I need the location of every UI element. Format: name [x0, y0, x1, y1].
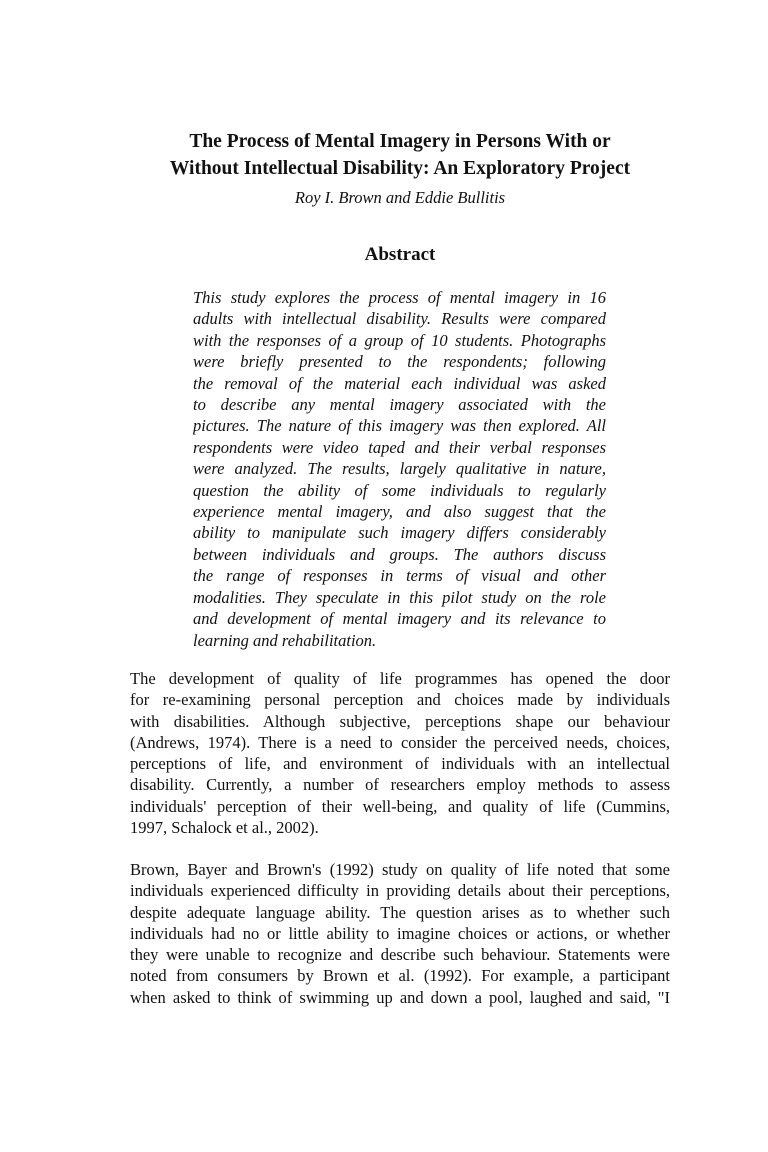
abstract-line: the removal of the material each individual was asked [193, 373, 606, 393]
title-line: The Process of Mental Imagery in Persons With or [189, 131, 611, 152]
abstract-line: the range of responses in terms of visual and other [193, 566, 606, 586]
body-line: individuals' perception of their well-being, and quality of life (Cummins, [130, 796, 670, 816]
abstract-line: to describe any mental imagery associated with the [193, 395, 606, 415]
body-line: when asked to think of swimming up and down a pool, laughed and said, "I [130, 987, 670, 1007]
abstract-line: pictures. The nature of this imagery was then explored. All [193, 416, 606, 436]
body-line: they were unable to recognize and describe such behaviour. Statements were [130, 945, 670, 965]
body-paragraph-1 [130, 668, 670, 838]
body-line: Brown, Bayer and Brown's (1992) study on quality of life noted that some [130, 860, 670, 879]
abstract-line: This study explores the process of mental imagery in 16 [193, 288, 606, 307]
abstract-line: learning and rehabilitation. [193, 630, 377, 650]
abstract-line: were analyzed. The results, largely qualitative in nature, [193, 459, 606, 479]
abstract-line: and development of mental imagery and its relevance to [193, 609, 606, 629]
abstract-line: were briefly presented to the respondents; following [193, 352, 606, 372]
abstract-line: ability to manipulate such imagery differs considerably [193, 523, 606, 543]
body-line: individuals had no or little ability to imagine choices or actions, or whether [130, 923, 670, 943]
abstract-line: with the responses of a group of 10 students. Photographs [193, 330, 606, 350]
abstract-line: modalities. They speculate in this pilot study on the role [193, 587, 606, 607]
abstract-line: experience mental imagery, and also suggest that the [193, 502, 606, 522]
body-line: for re-examining personal perception and choices made by individuals [130, 690, 670, 710]
abstract-line: question the ability of some individuals to regularly [193, 480, 606, 500]
author-line: Roy I. Brown and Eddie Bullitis [294, 188, 506, 207]
paper-title [130, 128, 670, 182]
body-line: (Andrews, 1974). There is a need to consider the perceived needs, choices, [130, 732, 670, 752]
body-line: perceptions of life, and environment of individuals with an intellectual [130, 754, 670, 774]
body-line: The development of quality of life programmes has opened the door [130, 669, 670, 688]
body-line: with disabilities. Although subjective, perceptions shape our behaviour [130, 711, 670, 731]
abstract-line: adults with intellectual disability. Results were compared [193, 309, 606, 329]
title-line: Without Intellectual Disability: An Exploratory Project [169, 158, 631, 179]
abstract-line: respondents were video taped and their verbal responses [193, 437, 606, 457]
abstract-text [193, 287, 606, 651]
abstract-line: between individuals and groups. The authors discuss [193, 544, 606, 564]
abstract-heading: Abstract [364, 244, 436, 265]
body-line: disability. Currently, a number of researchers employ methods to assess [130, 775, 670, 795]
body-line: 1997, Schalock et al., 2002). [130, 818, 319, 838]
body-line: individuals experienced difficulty in providing details about their perceptions, [130, 881, 670, 901]
body-paragraph-2 [130, 859, 670, 1008]
body-line: despite adequate language ability. The question arises as to whether such [130, 902, 670, 922]
body-line: noted from consumers by Brown et al. (1992). For example, a participant [130, 966, 670, 986]
